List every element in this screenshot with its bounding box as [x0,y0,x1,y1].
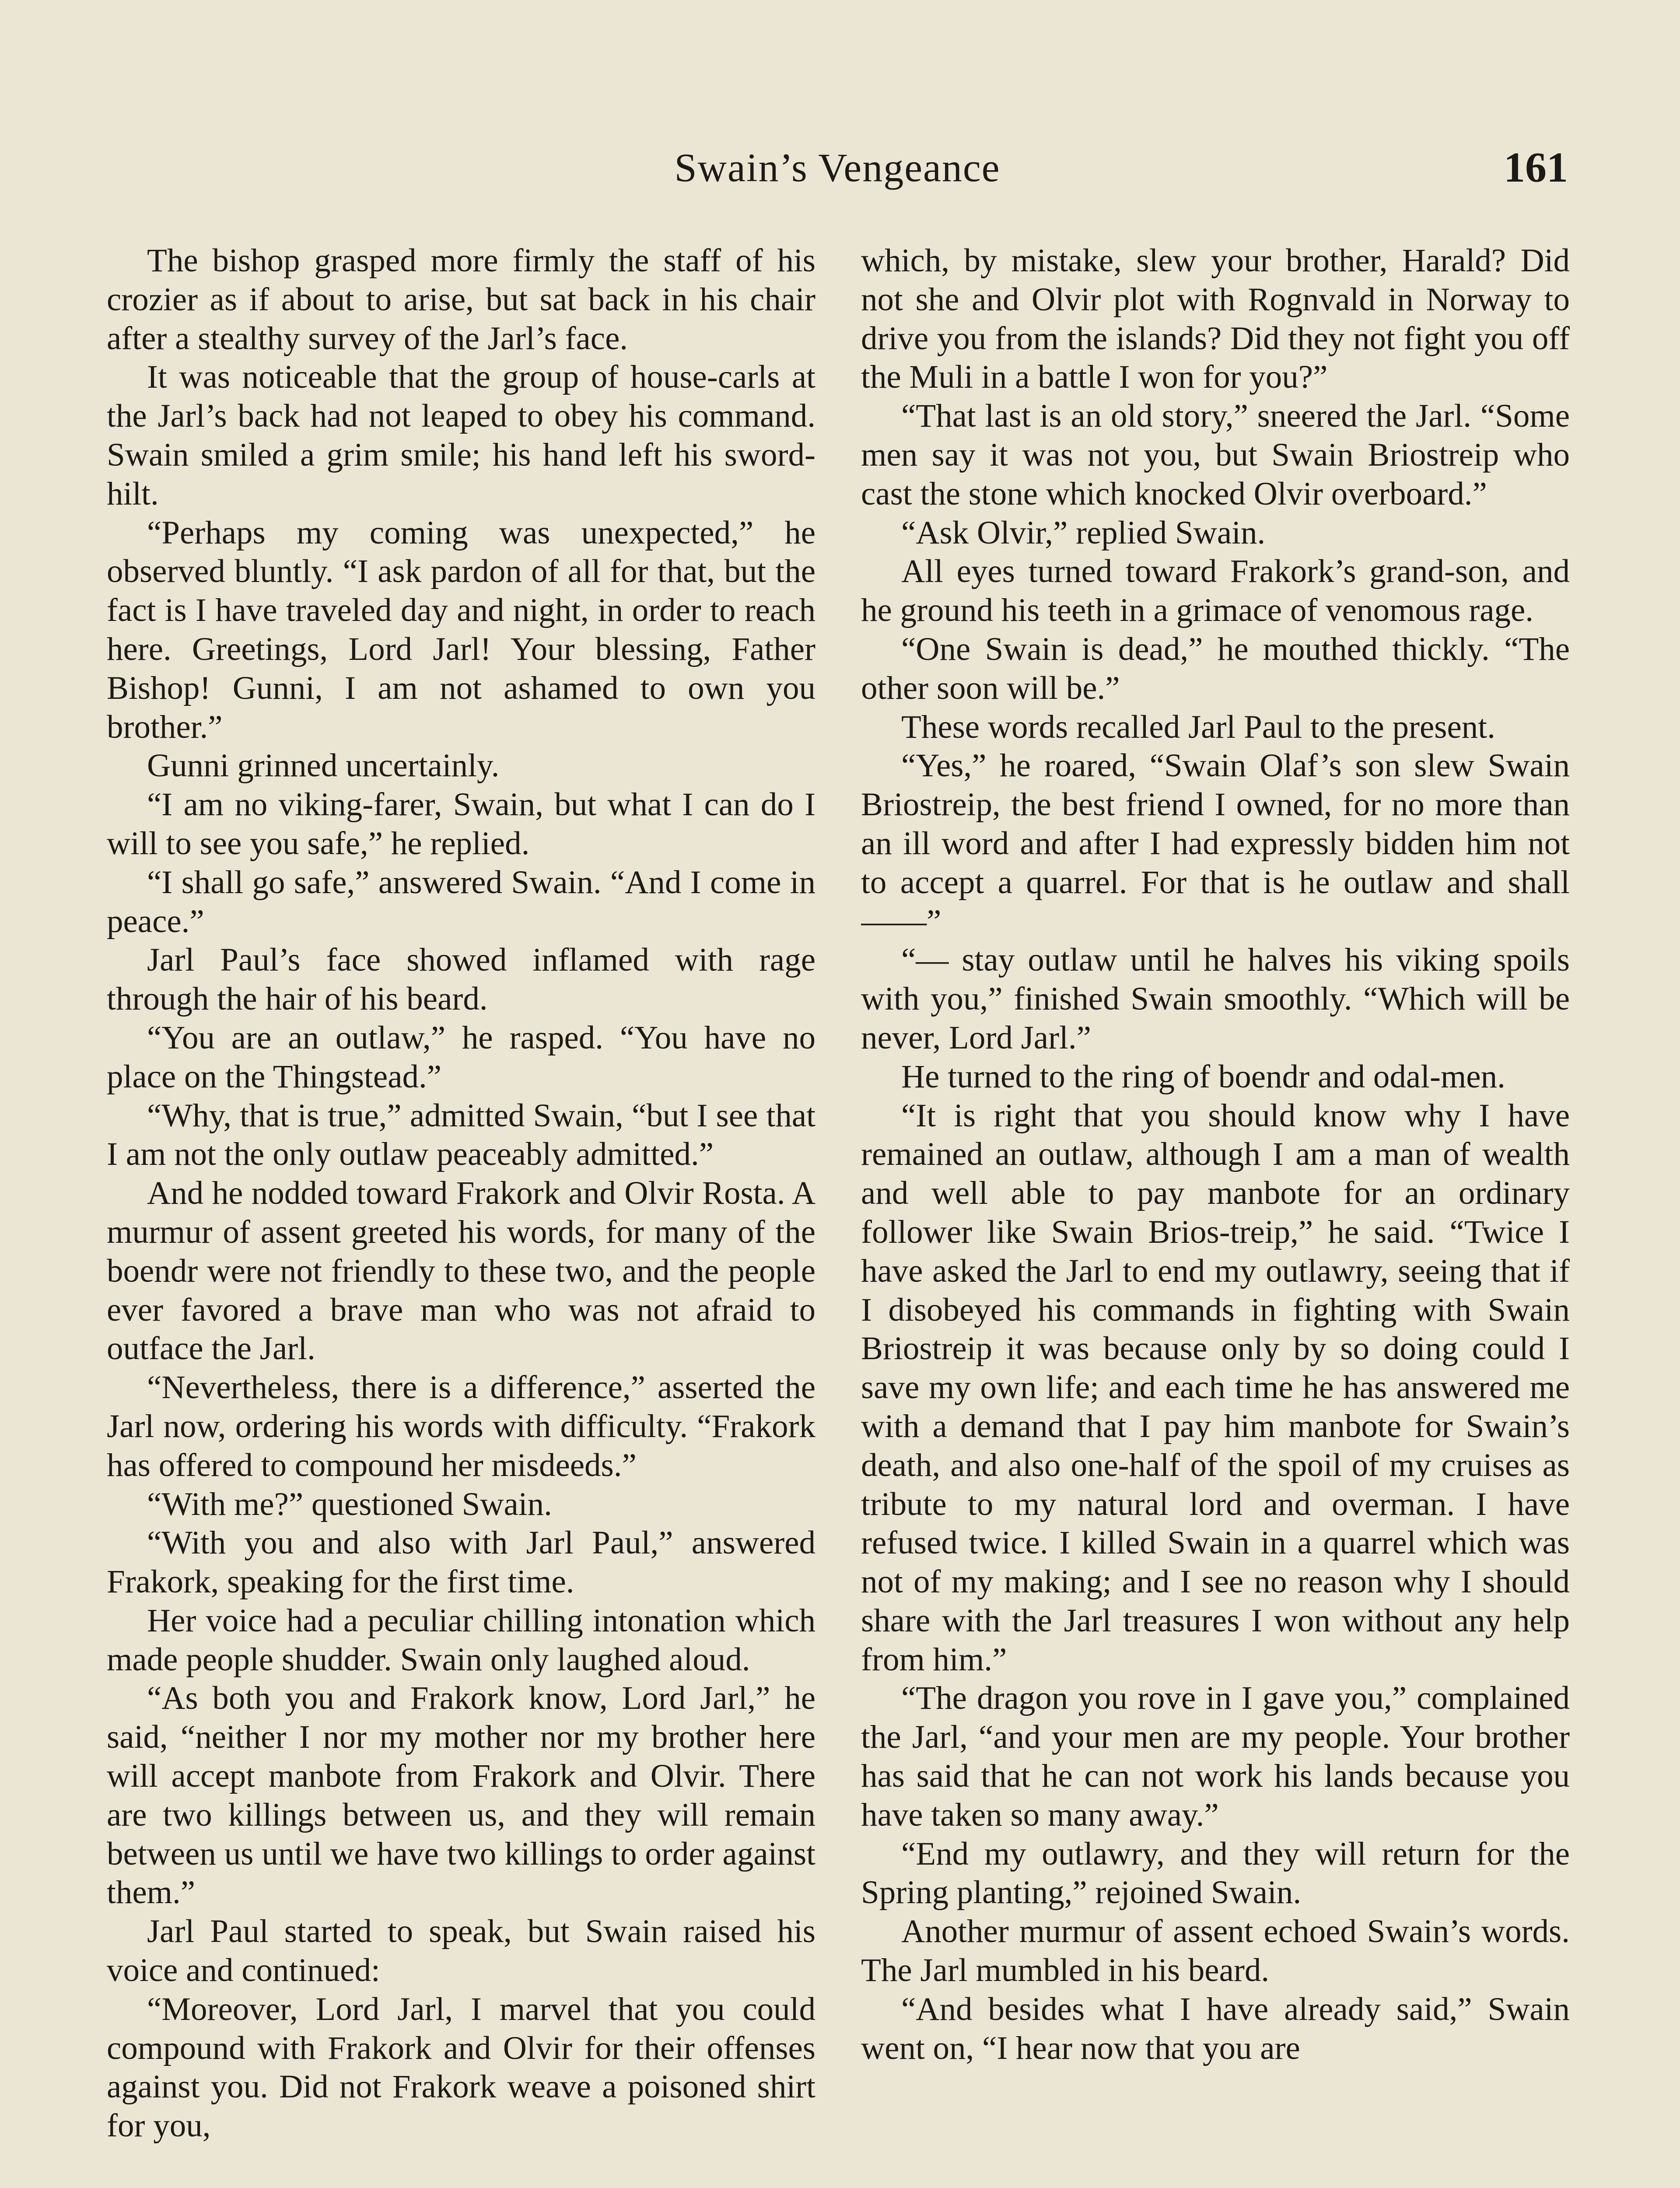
left-column [107,242,816,2188]
paragraph: “As both you and Frakork know, Lord Jarl,” he said, “neither I nor my mother nor my brother here will accept manbote from Frakork and Olvir. There are two killings between us, and they will remain between us until we have two killings to order against them.” [107,1680,816,1911]
paragraph: “— stay outlaw until he halves his viking spoils with you,” finished Swain smoothly. “Which will be never, Lord Jarl.” [861,942,1570,1056]
paragraph: “End my outlawry, and they will return for the Spring planting,” rejoined Swain. [861,1835,1570,1911]
paragraph: It was noticeable that the group of house-carls at the Jarl’s back had not leaped to obey his command. Swain smiled a grim smile; his hand left his sword-hilt. [107,359,816,512]
paragraph: “And besides what I have already said,” Swain went on, “I hear now that you are [861,1991,1570,2066]
paragraph: “I shall go safe,” answered Swain. “And I come in peace.” [107,864,816,940]
page-header [107,139,1568,196]
paragraph-continuation: which, by mistake, slew your brother, Harald? Did not she and Olvir plot with Rognvald in Norway to drive you from the islands? Did they not fight you off the Muli in a battle I won for you?” [861,242,1570,396]
paragraph: “It is right that you should know why I have remained an outlaw, although I am a man of wealth and well able to pay manbote for an ordinary follower like Swain Brios-treip,” he said. “Twice I have asked the Jarl to end my outlawry, seeing that if I disobeyed his commands in fighting with Swain Briostreip it was because only by so doing could I save my own life; and each time he has answered me with a demand that I pay him manbote for Swain’s death, and also one-half of the spoil of my cruises as tribute to my natural lord and overman. I have refused twice. I killed Swain in a quarrel which was not of my making; and I see no reason why I should share with the Jarl treasures I won without any help from him.” [861,1097,1570,1678]
paragraph: “Yes,” he roared, “Swain Olaf’s son slew Swain Briostreip, the best friend I owned, for no more than an ill word and after I had expressly bidden him not to accept a quarrel. For that is he outlaw and shall——” [861,747,1570,940]
paragraph: “With me?” questioned Swain. [147,1486,552,1522]
paragraph: These words recalled Jarl Paul to the present. [901,708,1495,745]
paragraph: And he nodded toward Frakork and Olvir Rosta. A murmur of assent greeted his words, for many of the boendr were not friendly to these two, and the people ever favored a brave man who was not afraid to outface the Jarl. [107,1175,816,1367]
paragraph: “With you and also with Jarl Paul,” answered Frakork, speaking for the first time. [107,1525,816,1600]
paragraph: “Ask Olvir,” replied Swain. [901,514,1266,551]
paragraph: He turned to the ring of boendr and odal-men. [901,1058,1505,1095]
paragraph: “Why, that is true,” admitted Swain, “but I see that I am not the only outlaw peaceably admitted.” [107,1097,816,1173]
paragraph: The bishop grasped more firmly the staff of his crozier as if about to arise, but sat back in his chair after a stealthy survey of the Jarl’s face. [107,242,816,357]
paragraph: “One Swain is dead,” he mouthed thickly. “The other soon will be.” [861,631,1570,706]
paragraph: “Moreover, Lord Jarl, I marvel that you could compound with Frakork and Olvir for their offenses against you. Did not Frakork weave a poisoned shirt for you, [107,1991,816,2144]
paragraph: “That last is an old story,” sneered the Jarl. “Some men say it was not you, but Swain Briostreip who cast the stone which knocked Olvir overboard.” [861,398,1570,512]
paragraph: Her voice had a peculiar chilling intonation which made people shudder. Swain only laughed aloud. [107,1602,816,1678]
paragraph: “You are an outlaw,” he rasped. “You have no place on the Thingstead.” [107,1019,816,1095]
paragraph: Gunni grinned uncertainly. [147,747,500,784]
paragraph: “I am no viking-farer, Swain, but what I can do I will to see you safe,” he replied. [107,786,816,862]
paragraph: “Nevertheless, there is a difference,” asserted the Jarl now, ordering his words with difficulty. “Frakork has offered to compound her misdeeds.” [107,1369,816,1483]
paragraph: Another murmur of assent echoed Swain’s words. The Jarl mumbled in his beard. [861,1913,1570,1989]
right-column [861,242,1570,2188]
running-title: Swain’s Vengeance [674,145,1001,190]
paragraph: “The dragon you rove in I gave you,” complained the Jarl, “and your men are my people. Your brother has said that he can not work his lands because you have taken so many away.” [861,1680,1570,1833]
paragraph: “Perhaps my coming was unexpected,” he observed bluntly. “I ask pardon of all for that, but the fact is I have traveled day and night, in order to reach here. Greetings, Lord Jarl! Your blessing, Father Bishop! Gunni, I am not ashamed to own you brother.” [107,514,816,745]
page-number: 161 [1504,144,1568,191]
paragraph: All eyes turned toward Frakork’s grand-son, and he ground his teeth in a grimace of venomous rage. [861,553,1570,629]
paragraph: Jarl Paul started to speak, but Swain raised his voice and continued: [107,1913,816,1989]
paragraph: Jarl Paul’s face showed inflamed with rage through the hair of his beard. [107,942,816,1017]
